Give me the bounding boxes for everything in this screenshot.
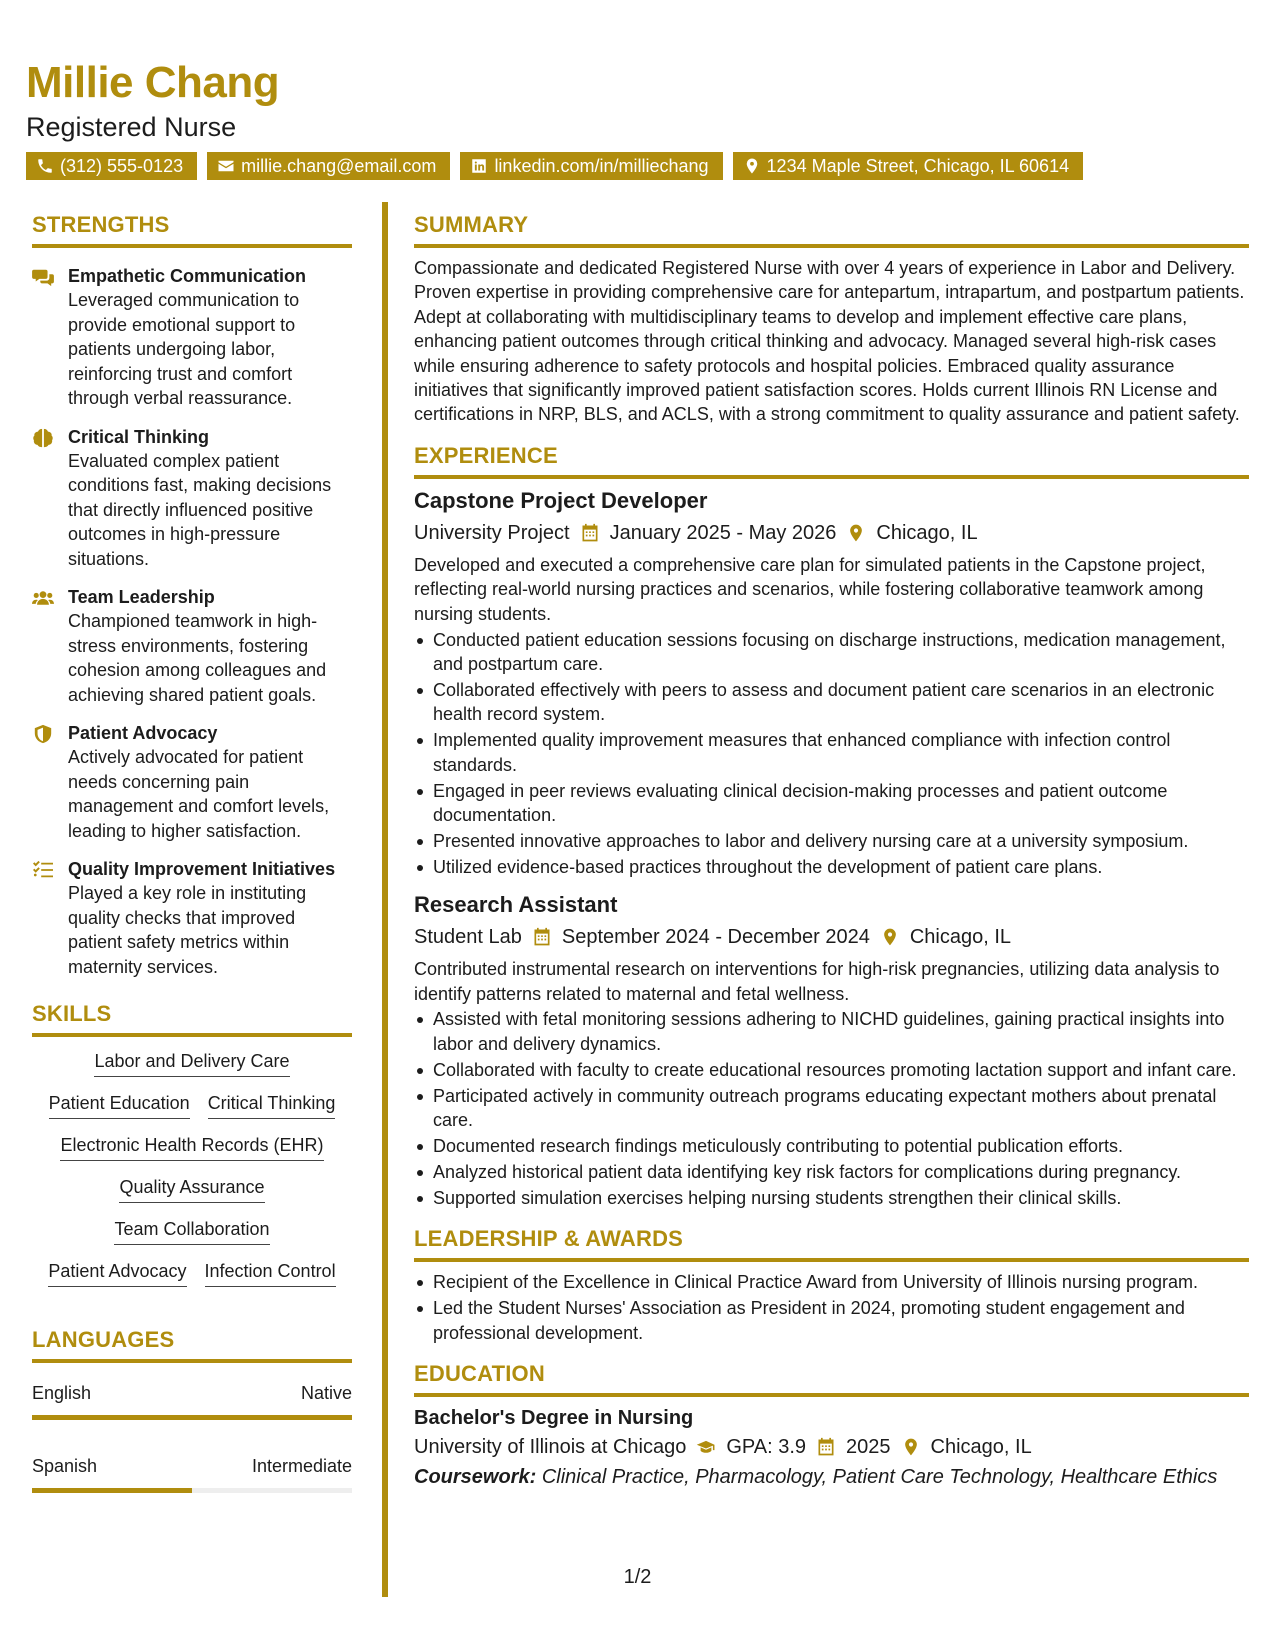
- coursework-list: Clinical Practice, Pharmacology, Patient Care Technology, Healthcare Ethics: [541, 1465, 1218, 1488]
- brain-icon: [32, 428, 54, 448]
- strength-title: Critical Thinking: [68, 426, 210, 447]
- leadership-rule: [414, 1258, 1249, 1262]
- list-item: Presented innovative approaches to labor and delivery nursing care at a university symposium.: [414, 829, 1249, 853]
- list-item: Assisted with fetal monitoring sessions adhering to NICHD guidelines, gaining practical insights into labor and delivery dynamics.: [414, 1007, 1249, 1056]
- skills-rule: [32, 1033, 352, 1037]
- skill-tag: Quality Assurance: [119, 1175, 264, 1203]
- strength-desc: Championed teamwork in high-stress environments, fostering cohesion among colleagues and achieving shared patient goals.: [68, 611, 327, 705]
- language-level: Native: [300, 1383, 352, 1403]
- summary-text: Compassionate and dedicated Registered Nurse with over 4 years of experience in Labor and Delivery. Proven expertise in providing comprehensive care for antepartum, intrapartum, and postpartum patients. Adept at collaborating with multidisciplinary teams to develop and implement effective care plans, enhancing patient outcomes through critical thinking and advocacy. Managed several high-risk cases while ensuring adherence to safety protocols and hospital policies. Embraced quality assurance initiatives that significantly improved patient satisfaction scores. Holds current Illinois RN License and certifications in NRP, BLS, and ACLS, with a strong commitment to quality assurance and patient safety.: [414, 258, 1245, 425]
- contact-linkedin[interactable]: [460, 152, 722, 180]
- language-item: [32, 1381, 352, 1420]
- job-bullets: [414, 1007, 1249, 1210]
- job-dates: September 2024 - December 2024: [561, 926, 870, 949]
- coursework-label: Coursework:: [414, 1465, 537, 1488]
- strength-item: [32, 721, 352, 843]
- strength-item: [32, 425, 352, 572]
- strength-item: [32, 857, 352, 979]
- education-rule: [414, 1393, 1249, 1397]
- strength-title: Team Leadership: [68, 587, 215, 607]
- list-item: Implemented quality improvement measures that enhanced compliance with infection control standards.: [414, 728, 1249, 777]
- strength-title: Empathetic Communication: [68, 266, 307, 286]
- education-heading: EDUCATION: [414, 1360, 545, 1386]
- users-icon: [32, 588, 54, 608]
- list-item: Supported simulation exercises helping nursing students strengthen their clinical skills.: [414, 1186, 1249, 1210]
- contact-phone[interactable]: [26, 152, 197, 180]
- education-meta: [414, 1433, 1249, 1461]
- languages-heading: LANGUAGES: [32, 1327, 175, 1352]
- strength-item: [32, 585, 352, 707]
- map-pin-icon: [743, 157, 761, 175]
- experience-heading: EXPERIENCE: [414, 442, 558, 468]
- calendar-icon: [816, 1437, 836, 1457]
- job-title: Capstone Project Developer: [414, 487, 708, 513]
- list-item: Led the Student Nurses' Association as President in 2024, promoting student engagement and professional development.: [414, 1296, 1249, 1345]
- language-bar-fill: [32, 1415, 352, 1420]
- linkedin-icon: [470, 157, 488, 175]
- strength-desc: Evaluated complex patient conditions fast, making decisions that directly influenced positive outcomes in high-pressure situations.: [68, 450, 332, 569]
- degree-title: Bachelor's Degree in Nursing: [414, 1406, 694, 1429]
- contact-address[interactable]: [733, 152, 1084, 180]
- job-meta: [414, 923, 1249, 951]
- list-item: Utilized evidence-based practices throughout the development of patient care plans.: [414, 855, 1249, 879]
- language-level: Intermediate: [251, 1456, 352, 1476]
- list-item: Participated actively in community outreach programs educating expectant mothers about prenatal care.: [414, 1084, 1249, 1133]
- strengths-rule: [32, 244, 352, 248]
- list-item: Conducted patient education sessions focusing on discharge instructions, medication management, and postpartum care.: [414, 628, 1249, 677]
- phone-icon: [36, 157, 54, 175]
- language-name: English: [32, 1383, 92, 1403]
- skill-tag: Electronic Health Records (EHR): [60, 1133, 323, 1161]
- job-meta: [414, 519, 1249, 547]
- column-divider: [382, 202, 388, 1597]
- language-bar: [32, 1415, 352, 1420]
- candidate-role: Registered Nurse: [26, 112, 237, 142]
- contact-linkedin-text: linkedin.com/in/milliechang: [494, 155, 709, 176]
- school-name: University of Illinois at Chicago: [414, 1435, 687, 1458]
- list-item: Recipient of the Excellence in Clinical Practice Award from University of Illinois nursing program.: [414, 1270, 1249, 1294]
- strength-desc: Actively advocated for patient needs concerning pain management and comfort levels, leading to higher satisfaction.: [68, 747, 330, 841]
- left-column: [32, 212, 352, 1493]
- job-title: Research Assistant: [414, 892, 618, 918]
- strength-title: Patient Advocacy: [68, 723, 218, 743]
- skill-tag: Critical Thinking: [208, 1091, 336, 1119]
- contact-email-text: millie.chang@email.com: [241, 155, 437, 176]
- strength-desc: Leveraged communication to provide emotional support to patients undergoing labor, reinforcing trust and comfort through verbal reassurance.: [68, 290, 300, 408]
- list-item: Documented research findings meticulously contributing to potential publication efforts.: [414, 1134, 1249, 1158]
- skill-tag: Infection Control: [205, 1259, 336, 1287]
- graduation-cap-icon: [696, 1437, 716, 1457]
- language-item: [32, 1454, 352, 1493]
- calendar-icon: [532, 927, 552, 947]
- right-column: [414, 212, 1249, 1491]
- gpa: GPA: 3.9: [726, 1435, 807, 1458]
- list-item: Engaged in peer reviews evaluating clinical decision-making processes and patient outcome documentation.: [414, 779, 1249, 828]
- strengths-heading: STRENGTHS: [32, 212, 170, 237]
- contact-bar: [26, 152, 1083, 180]
- skills-list: [32, 1049, 352, 1287]
- job-org: University Project: [414, 521, 570, 544]
- map-pin-icon: [846, 523, 866, 543]
- contact-address-text: 1234 Maple Street, Chicago, IL 60614: [766, 155, 1070, 176]
- summary-heading: SUMMARY: [414, 212, 529, 237]
- language-name: Spanish: [32, 1456, 98, 1476]
- strength-title: Quality Improvement Initiatives: [68, 859, 336, 879]
- skill-tag: Patient Education: [49, 1091, 190, 1119]
- skill-tag: Labor and Delivery Care: [94, 1049, 289, 1077]
- skills-heading: SKILLS: [32, 1001, 112, 1026]
- graduation-year: 2025: [846, 1435, 891, 1458]
- job-entry: [414, 891, 1249, 1210]
- job-bullets: [414, 628, 1249, 880]
- envelope-icon: [217, 157, 235, 175]
- list-item: Analyzed historical patient data identifying key risk factors for complications during pregnancy.: [414, 1160, 1249, 1184]
- contact-email[interactable]: [207, 152, 450, 180]
- list-check-icon: [32, 860, 54, 880]
- job-description: Developed and executed a comprehensive care plan for simulated patients in the Capstone project, reflecting real-world nursing practices and scenarios, while fostering collaborative teamwork among nursing students.: [414, 554, 1206, 624]
- languages-rule: [32, 1359, 352, 1363]
- shield-icon: [32, 724, 54, 744]
- list-item: Collaborated effectively with peers to assess and document patient care scenarios in an electronic health record system.: [414, 678, 1249, 727]
- candidate-name: Millie Chang: [26, 58, 280, 107]
- leadership-bullets: [414, 1270, 1249, 1345]
- contact-phone-text: (312) 555-0123: [60, 155, 184, 176]
- map-pin-icon: [880, 927, 900, 947]
- skill-tag: Team Collaboration: [114, 1217, 269, 1245]
- list-item: Collaborated with faculty to create educational resources promoting lactation support and infant care.: [414, 1058, 1249, 1082]
- school-location: Chicago, IL: [930, 1435, 1032, 1458]
- job-entry: [414, 487, 1249, 879]
- job-location: Chicago, IL: [909, 926, 1012, 949]
- job-dates: January 2025 - May 2026: [609, 521, 837, 544]
- education-entry: [414, 1405, 1249, 1491]
- language-bar-fill: [32, 1488, 192, 1493]
- language-bar: [32, 1488, 352, 1493]
- summary-rule: [414, 244, 1249, 248]
- map-pin-icon: [901, 1437, 921, 1457]
- job-org: Student Lab: [414, 926, 522, 949]
- calendar-icon: [580, 523, 600, 543]
- experience-rule: [414, 475, 1249, 479]
- coursework: [414, 1463, 1249, 1491]
- comments-icon: [32, 267, 54, 287]
- job-description: Contributed instrumental research on interventions for high-risk pregnancies, utilizing data analysis to identify patterns related to maternal and fetal wellness.: [414, 959, 1220, 1004]
- page-number: 1/2: [623, 1566, 652, 1588]
- leadership-heading: LEADERSHIP & AWARDS: [414, 1226, 684, 1252]
- skill-tag: Patient Advocacy: [48, 1259, 186, 1287]
- job-location: Chicago, IL: [876, 521, 978, 544]
- strength-item: [32, 264, 352, 411]
- strength-desc: Played a key role in instituting quality checks that improved patient safety metrics within maternity services.: [68, 883, 307, 977]
